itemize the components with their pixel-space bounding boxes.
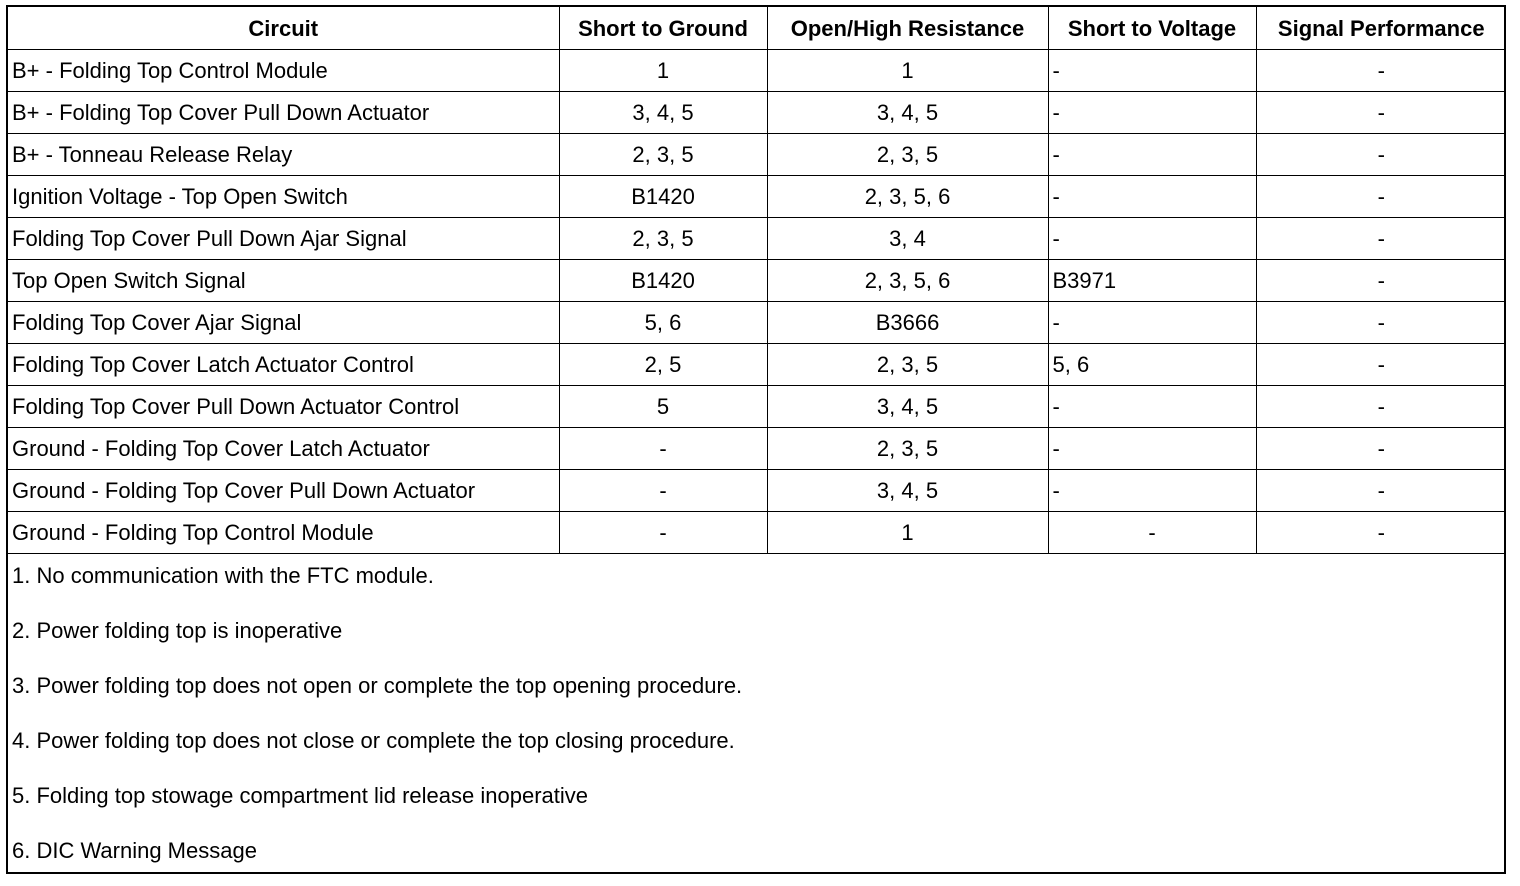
cell-circuit: B+ - Folding Top Cover Pull Down Actuator bbox=[8, 92, 559, 134]
table-row bbox=[8, 50, 1506, 92]
cell-short-to-voltage: - bbox=[1048, 302, 1256, 344]
cell-short-to-ground: B1420 bbox=[559, 176, 767, 218]
cell-circuit: Folding Top Cover Pull Down Actuator Control bbox=[8, 386, 559, 428]
cell-circuit: Ground - Folding Top Control Module bbox=[8, 512, 559, 554]
header-signal-performance: Signal Performance bbox=[1256, 7, 1506, 50]
table-row bbox=[8, 134, 1506, 176]
cell-short-to-ground: 2, 5 bbox=[559, 344, 767, 386]
cell-open-high-resistance: 3, 4 bbox=[767, 218, 1048, 260]
cell-signal-performance: - bbox=[1256, 134, 1506, 176]
cell-short-to-ground: 1 bbox=[559, 50, 767, 92]
cell-short-to-voltage: - bbox=[1048, 92, 1256, 134]
cell-signal-performance: - bbox=[1256, 92, 1506, 134]
cell-circuit: Ignition Voltage - Top Open Switch bbox=[8, 176, 559, 218]
cell-short-to-ground: - bbox=[559, 470, 767, 512]
cell-short-to-voltage: - bbox=[1048, 428, 1256, 470]
footnote-item: 6. DIC Warning Message bbox=[12, 838, 257, 863]
cell-open-high-resistance: 2, 3, 5 bbox=[767, 428, 1048, 470]
cell-short-to-voltage: 5, 6 bbox=[1048, 344, 1256, 386]
cell-signal-performance: - bbox=[1256, 260, 1506, 302]
table-row bbox=[8, 386, 1506, 428]
cell-circuit: Top Open Switch Signal bbox=[8, 260, 559, 302]
cell-short-to-ground: 3, 4, 5 bbox=[559, 92, 767, 134]
cell-signal-performance: - bbox=[1256, 302, 1506, 344]
cell-short-to-voltage: - bbox=[1048, 134, 1256, 176]
footnote-item: 5. Folding top stowage compartment lid release inoperative bbox=[12, 783, 588, 808]
cell-short-to-voltage: B3971 bbox=[1048, 260, 1256, 302]
table-row bbox=[8, 344, 1506, 386]
table-body bbox=[8, 50, 1506, 554]
header-open-high-resistance: Open/High Resistance bbox=[767, 7, 1048, 50]
cell-open-high-resistance: B3666 bbox=[767, 302, 1048, 344]
cell-short-to-voltage: - bbox=[1048, 176, 1256, 218]
cell-circuit: B+ - Folding Top Control Module bbox=[8, 50, 559, 92]
table-row bbox=[8, 218, 1506, 260]
header-row bbox=[8, 7, 1506, 50]
cell-short-to-voltage: - bbox=[1048, 386, 1256, 428]
table-row bbox=[8, 302, 1506, 344]
cell-circuit: B+ - Tonneau Release Relay bbox=[8, 134, 559, 176]
cell-open-high-resistance: 1 bbox=[767, 50, 1048, 92]
cell-circuit: Folding Top Cover Ajar Signal bbox=[8, 302, 559, 344]
cell-short-to-ground: 2, 3, 5 bbox=[559, 134, 767, 176]
cell-circuit: Ground - Folding Top Cover Pull Down Actuator bbox=[8, 470, 559, 512]
cell-open-high-resistance: 3, 4, 5 bbox=[767, 470, 1048, 512]
footnote-item: 3. Power folding top does not open or complete the top opening procedure. bbox=[12, 673, 743, 698]
diagnostic-sheet bbox=[6, 5, 1506, 874]
cell-signal-performance: - bbox=[1256, 344, 1506, 386]
table-row bbox=[8, 512, 1506, 554]
cell-open-high-resistance: 2, 3, 5, 6 bbox=[767, 260, 1048, 302]
cell-signal-performance: - bbox=[1256, 470, 1506, 512]
cell-open-high-resistance: 3, 4, 5 bbox=[767, 386, 1048, 428]
table-row bbox=[8, 428, 1506, 470]
cell-open-high-resistance: 2, 3, 5, 6 bbox=[767, 176, 1048, 218]
footnote-item: 1. No communication with the FTC module. bbox=[12, 563, 434, 588]
cell-short-to-ground: 5, 6 bbox=[559, 302, 767, 344]
cell-short-to-voltage: - bbox=[1048, 512, 1256, 554]
cell-short-to-ground: - bbox=[559, 428, 767, 470]
footnote-item: 4. Power folding top does not close or complete the top closing procedure. bbox=[12, 728, 735, 753]
cell-signal-performance: - bbox=[1256, 50, 1506, 92]
cell-signal-performance: - bbox=[1256, 428, 1506, 470]
circuit-fault-table bbox=[8, 7, 1506, 554]
cell-short-to-ground: - bbox=[559, 512, 767, 554]
cell-signal-performance: - bbox=[1256, 512, 1506, 554]
cell-circuit: Folding Top Cover Pull Down Ajar Signal bbox=[8, 218, 559, 260]
cell-open-high-resistance: 1 bbox=[767, 512, 1048, 554]
cell-short-to-ground: B1420 bbox=[559, 260, 767, 302]
footnotes bbox=[8, 554, 1504, 886]
cell-signal-performance: - bbox=[1256, 386, 1506, 428]
header-circuit: Circuit bbox=[8, 7, 559, 50]
cell-short-to-voltage: - bbox=[1048, 470, 1256, 512]
table-row bbox=[8, 260, 1506, 302]
cell-circuit: Ground - Folding Top Cover Latch Actuator bbox=[8, 428, 559, 470]
cell-open-high-resistance: 2, 3, 5 bbox=[767, 344, 1048, 386]
table-row bbox=[8, 470, 1506, 512]
header-short-to-ground: Short to Ground bbox=[559, 7, 767, 50]
cell-open-high-resistance: 3, 4, 5 bbox=[767, 92, 1048, 134]
cell-short-to-voltage: - bbox=[1048, 50, 1256, 92]
cell-short-to-ground: 2, 3, 5 bbox=[559, 218, 767, 260]
table-row bbox=[8, 92, 1506, 134]
cell-signal-performance: - bbox=[1256, 218, 1506, 260]
cell-signal-performance: - bbox=[1256, 176, 1506, 218]
cell-short-to-ground: 5 bbox=[559, 386, 767, 428]
cell-circuit: Folding Top Cover Latch Actuator Control bbox=[8, 344, 559, 386]
table-row bbox=[8, 176, 1506, 218]
footnote-item: 2. Power folding top is inoperative bbox=[12, 618, 343, 643]
header-short-to-voltage: Short to Voltage bbox=[1048, 7, 1256, 50]
cell-open-high-resistance: 2, 3, 5 bbox=[767, 134, 1048, 176]
cell-short-to-voltage: - bbox=[1048, 218, 1256, 260]
